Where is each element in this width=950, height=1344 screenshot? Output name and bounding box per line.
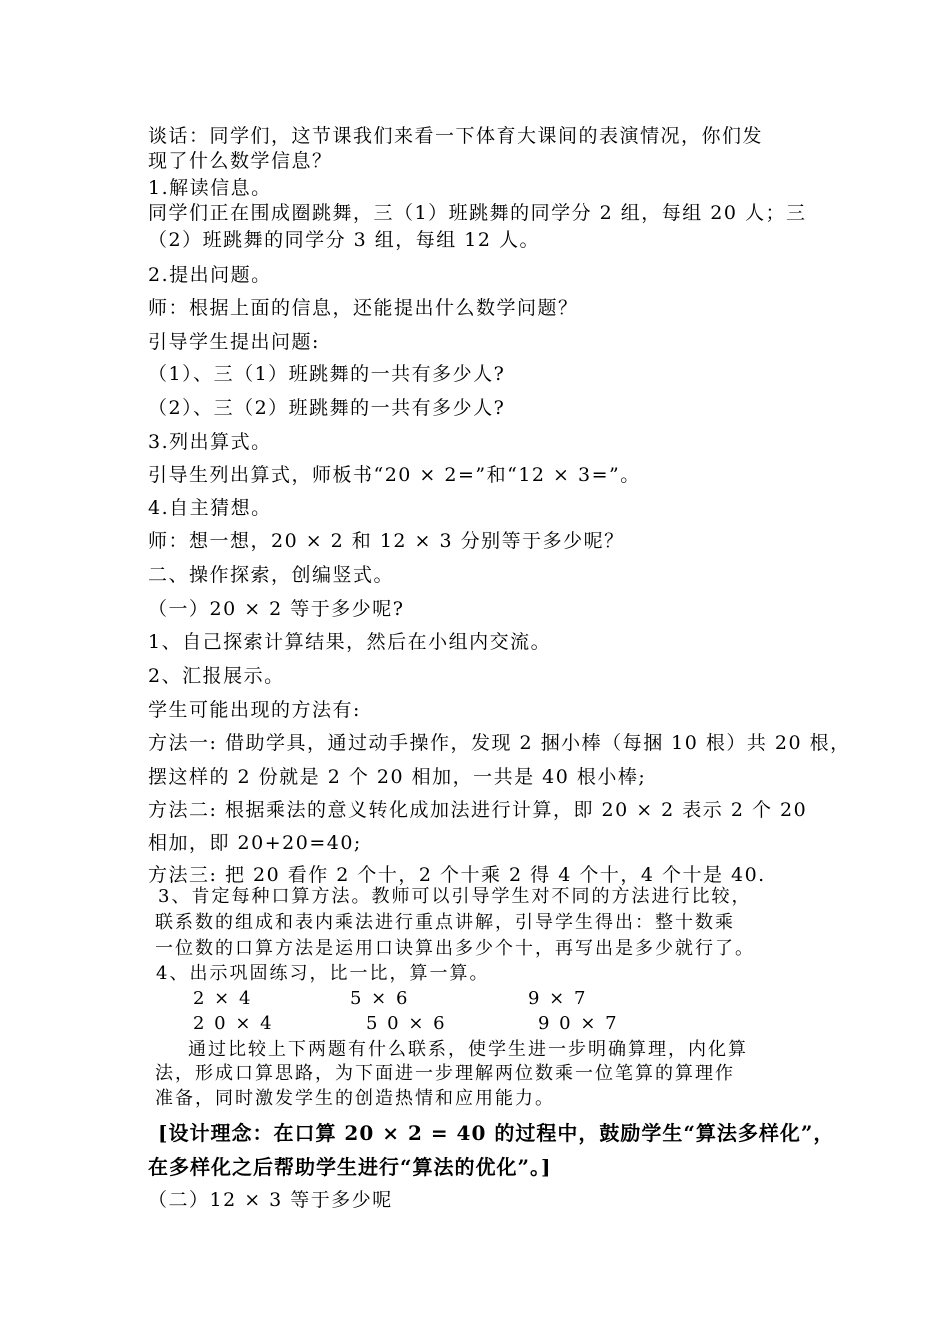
exercise-item: 2 × 4 bbox=[193, 988, 253, 1009]
section-heading: 4.自主猜想。 bbox=[148, 497, 272, 519]
text-line: 引导学生提出问题: bbox=[148, 331, 320, 353]
text-line: 1、自己探索计算结果，然后在小组内交流。 bbox=[148, 631, 552, 653]
text-line: 学生可能出现的方法有: bbox=[148, 699, 361, 721]
section-heading: 2.提出问题。 bbox=[148, 264, 272, 286]
text-line: 3、肯定每种口算方法。教师可以引导学生对不同的方法进行比较， bbox=[158, 886, 752, 907]
text-line: （2）班跳舞的同学分 3 组，每组 12 人。 bbox=[148, 229, 541, 251]
text-line: 方法二: 根据乘法的意义转化成加法进行计算，即 20 × 2 表示 2 个 20 bbox=[148, 799, 808, 821]
text-line: 师：想一想，20 × 2 和 12 × 3 分别等于多少呢？ bbox=[148, 530, 625, 552]
exercise-item: 2 0 × 4 bbox=[193, 1013, 274, 1034]
section-heading: 3.列出算式。 bbox=[148, 431, 272, 453]
exercise-item: 5 0 × 6 bbox=[366, 1013, 447, 1034]
design-concept-note: [设计理念：在口算 20 × 2 = 40 的过程中，鼓励学生“算法多样化”， bbox=[158, 1121, 835, 1145]
text-line: 通过比较上下两题有什么联系，使学生进一步明确算理，内化算 bbox=[188, 1039, 748, 1060]
text-line: 现了什么数学信息？ bbox=[148, 150, 333, 172]
text-line: 方法一: 借助学具，通过动手操作，发现 2 捆小棒（每捆 10 根）共 20 根， bbox=[148, 732, 851, 754]
design-concept-note: 在多样化之后帮助学生进行“算法的优化”。] bbox=[148, 1155, 552, 1179]
text-line: 同学们正在围成圈跳舞，三（1）班跳舞的同学分 2 组，每组 20 人；三 bbox=[148, 202, 807, 224]
text-line: 谈话：同学们，这节课我们来看一下体育大课间的表演情况，你们发 bbox=[148, 125, 764, 147]
subsection-heading: （二）12 × 3 等于多少呢 bbox=[148, 1189, 393, 1211]
text-line: 方法三: 把 20 看作 2 个十，2 个十乘 2 得 4 个十，4 个十是 40. bbox=[148, 864, 766, 886]
text-line: 相加，即 20+20=40; bbox=[148, 832, 362, 854]
section-heading: 1.解读信息。 bbox=[148, 177, 272, 199]
exercise-item: 9 × 7 bbox=[528, 988, 588, 1009]
text-line: 引导生列出算式，师板书“20 × 2=”和“12 × 3=”。 bbox=[148, 464, 641, 486]
section-heading: 二、操作探索，创编竖式。 bbox=[148, 564, 395, 586]
text-line: 4、出示巩固练习，比一比，算一算。 bbox=[156, 963, 490, 984]
text-line: 一位数的口算方法是运用口诀算出多少个十，再写出是多少就行了。 bbox=[155, 938, 755, 959]
text-line: 法，形成口算思路，为下面进一步理解两位数乘一位笔算的算理作 bbox=[155, 1063, 735, 1084]
question-item: （2）、三（2）班跳舞的一共有多少人? bbox=[148, 397, 506, 419]
exercise-item: 5 × 6 bbox=[350, 988, 410, 1009]
text-line: 联系数的组成和表内乘法进行重点讲解，引导学生得出：整十数乘 bbox=[155, 912, 735, 933]
question-item: （1）、三（1）班跳舞的一共有多少人? bbox=[148, 363, 506, 385]
text-line: 2、汇报展示。 bbox=[148, 665, 285, 687]
exercise-item: 9 0 × 7 bbox=[538, 1013, 619, 1034]
text-line: 准备，同时激发学生的创造热情和应用能力。 bbox=[155, 1088, 555, 1109]
subsection-heading: （一）20 × 2 等于多少呢? bbox=[148, 598, 405, 620]
text-line: 师：根据上面的信息，还能提出什么数学问题？ bbox=[148, 297, 579, 319]
text-line: 摆这样的 2 份就是 2 个 20 相加，一共是 40 根小棒; bbox=[148, 766, 647, 788]
